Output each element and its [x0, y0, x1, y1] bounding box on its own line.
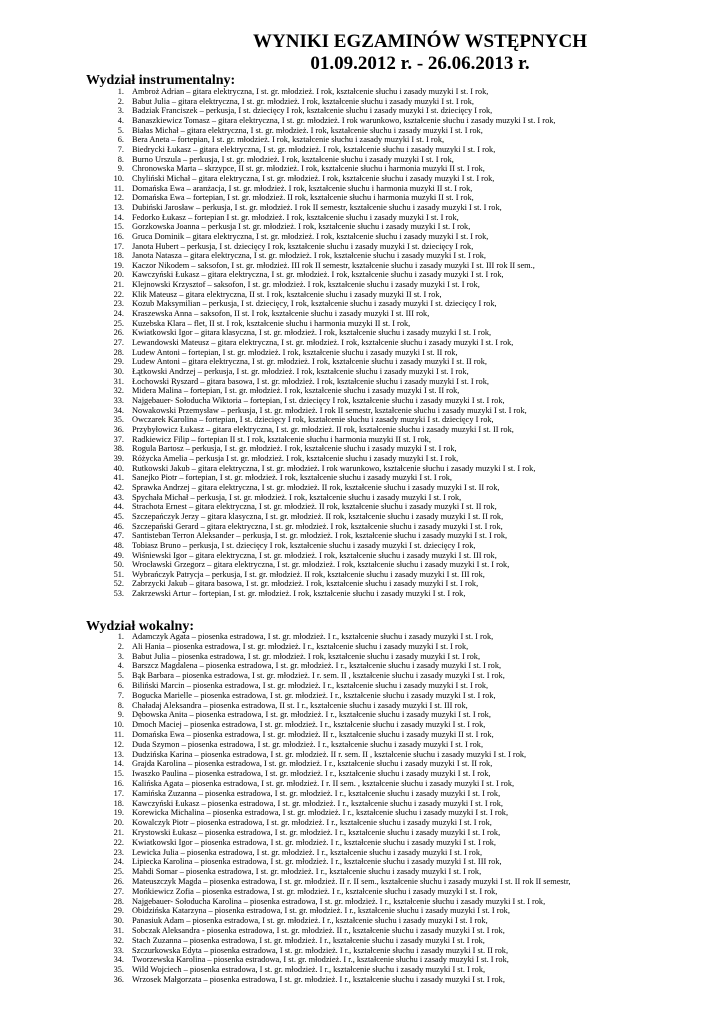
list-item	[0, 691, 724, 701]
title-line-2: 01.09.2012 r. - 26.06.2013 r.	[310, 53, 530, 74]
list-item-text: Gorzkowska Joanna – perkusja I st. gr. młodzież. I rok, kształcenie słuchu i zasady muzyki I st. I rok,	[132, 222, 471, 232]
list-item-text: Rutkowski Jakub – gitara elektryczna, I st. gr. młodzież. I rok warunkowo, kształcenie słuchu i zasady muzyki I st. I rok,	[132, 463, 536, 473]
list-item	[0, 348, 724, 358]
list-item-number: 40.	[113, 463, 124, 473]
list-item-text: Szczurkowska Edyta – piosenka estradowa, I st. gr. młodzież. I r., kształcenie słuchu i zasady muzyki I st. II rok,	[132, 945, 509, 955]
list-item-number: 26.	[113, 876, 124, 886]
list-item	[0, 877, 724, 887]
list-item	[0, 642, 724, 652]
list-item-number: 41.	[113, 473, 124, 483]
list-item-number: 21.	[113, 280, 124, 290]
list-item	[0, 116, 724, 126]
list-item	[0, 779, 724, 789]
list-item	[0, 512, 724, 522]
list-item-number: 45.	[113, 511, 124, 521]
list-item	[0, 769, 724, 779]
list-item-text: Spychała Michał – perkusja, I st. gr. młodzież. I rok, kształcenie słuchu i zasady muzyki I st. I rok,	[132, 492, 462, 502]
list-item-number: 29.	[113, 906, 124, 916]
list-item	[0, 710, 724, 720]
list-item	[0, 887, 724, 897]
list-item-number: 20.	[113, 818, 124, 828]
list-item	[0, 270, 724, 280]
list-item	[0, 97, 724, 107]
list-item-text: Gruca Dominik – gitara elektryczna, I st. gr. młodzież. I rok, kształcenie słuchu i zasady muzyki I st. I rok,	[132, 231, 489, 241]
list-item-text: Burno Urszula – perkusja, I st. gr. młodzież. I rok, kształcenie słuchu i zasady muzyki I st. I rok,	[132, 154, 454, 164]
list-item-number: 24.	[113, 309, 124, 319]
list-item-number: 11.	[113, 729, 124, 739]
list-item	[0, 261, 724, 271]
list-item-text: Bera Aneta – fortepian, I st. gr. młodzież. I rok, kształcenie słuchu i zasady muzyki I st. I rok,	[132, 135, 445, 145]
list-item-text: Obidzińska Katarzyna – piosenka estradowa, I st. gr. młodzież. I r., kształcenie słuchu i zasady muzyki I st. I rok,	[132, 906, 510, 916]
list-item-text: Domańska Ewa – fortepian, I st. gr. młodzież. II rok, kształcenie słuchu i harmonia muzyki II st. I rok,	[132, 193, 474, 203]
list-item	[0, 759, 724, 769]
list-item-text: Chaładaj Aleksandra – piosenka estradowa, II st. I r., kształcenie słuchu i zasady muzyki I st. III rok,	[132, 700, 468, 710]
list-item-text: Babut Julia – piosenka estradowa, I st. gr. młodzież. I rok, kształcenie słuchu i zasady muzyki I st. I rok,	[132, 651, 481, 661]
list-item	[0, 338, 724, 348]
list-item-text: Banaszkiewicz Tomasz – gitara elektryczna, I st. gr. młodzież. I rok warunkowo, kształcenie słuchu i zasady muzyki I st. I rok,	[132, 115, 556, 125]
list-item	[0, 280, 724, 290]
list-item-text: Janota Hubert – perkusja, I st. dziecięcy I rok, kształcenie słuchu i zasady muzyki I st. dziecięcy I rok,	[132, 241, 474, 251]
list-item	[0, 789, 724, 799]
list-item	[0, 464, 724, 474]
list-item	[0, 299, 724, 309]
list-item-text: Najgebauer- Sołoducha Wiktoria – fortepian, I st. dziecięcy I rok, kształcenie słuchu i zasady muzyki I st. I rok,	[132, 396, 505, 405]
list-item	[0, 701, 724, 711]
list-item-number: 36.	[113, 424, 124, 434]
list-item-text: Ludew Antoni – fortepian, I st. gr. młodzież. I rok, kształcenie słuchu i zasady muzyki I st. II rok,	[132, 347, 458, 357]
list-item	[0, 661, 724, 671]
list-item	[0, 965, 724, 975]
list-item	[0, 87, 724, 97]
list-item	[0, 936, 724, 946]
list-item	[0, 579, 724, 589]
list-item-text: Janota Natasza – gitara elektryczna, I st. gr. młodzież. I rok, kształcenie słuchu i zasady muzyki I st. I rok,	[132, 251, 487, 261]
document-title	[230, 31, 610, 75]
list-item-text: Lewandowski Mateusz – gitara elektryczna, I st. gr. młodzież. I rok, kształcenie słuchu i zasady muzyki I st. I rok,	[132, 338, 514, 348]
list-item-number: 28.	[113, 347, 124, 357]
list-item	[0, 135, 724, 145]
list-item-number: 16.	[113, 778, 124, 788]
list-item-text: Fedorko Łukasz – fortepian I st. gr. młodzież. I rok, kształcenie słuchu i zasady muzyki I st. I rok,	[132, 212, 459, 222]
list-item-text: Kaczor Nikodem – saksofon, I st. gr. młodzież. III rok II semestr, kształcenie słuchu i zasady muzyki I st. III rok II sem.,	[132, 260, 535, 270]
list-item-text: Wybrańczyk Patrycja – perkusja, I st. gr. młodzież. II rok, kształcenie słuchu i zasady muzyki I st. III rok,	[132, 569, 485, 579]
list-item	[0, 740, 724, 750]
list-item-text: Domańska Ewa – aranżacja, I st. gr. młodzież. I rok, kształcenie słuchu i harmonia muzyki II st. I rok,	[132, 183, 473, 193]
list-item	[0, 155, 724, 165]
list-item-text: Zabrzycki Jakub – gitara basowa, I st. gr. młodzież. I rok, kształcenie słuchu i zasady muzyki I st. I rok,	[132, 579, 479, 589]
list-item	[0, 493, 724, 503]
list-item	[0, 531, 724, 541]
list-item	[0, 290, 724, 300]
list-item-number: 13.	[113, 749, 124, 759]
list-item-number: 30.	[113, 367, 124, 377]
list-item-text: Krystowski Łukasz – piosenka estradowa, I st. gr. młodzież. I r., kształcenie słuchu i zasady muzyki I st. I rok,	[132, 827, 501, 837]
list-item-text: Łątkowski Andrzej – perkusja, I st. gr. młodzież. I rok, kształcenie słuchu i zasady muzyki I st. I rok,	[132, 367, 469, 377]
list-item-text: Owczarek Karolina – fortepian, I st. dziecięcy I rok, kształcenie słuchu i zasady muzyki I st. dziecięcy I rok,	[132, 415, 494, 425]
list-item	[0, 808, 724, 818]
list-item-number: 6.	[117, 135, 124, 145]
list-item	[0, 897, 724, 907]
list-item	[0, 164, 724, 174]
list-item-number: 12.	[113, 193, 124, 203]
list-item-text: Klik Mateusz – gitara elektryczna, II st. I rok, kształcenie słuchu i zasady muzyki II st. I rok,	[132, 289, 442, 299]
list-item-text: Mońkiewicz Zofia – piosenka estradowa, I st. gr. młodzież. I r., kształcenie słuchu i zasady muzyki I st. I rok,	[132, 886, 498, 896]
list-item-number: 46.	[113, 521, 124, 531]
list-item-number: 22.	[113, 837, 124, 847]
list-item-number: 2.	[117, 96, 124, 106]
list-item	[0, 632, 724, 642]
list-item-number: 9.	[117, 710, 124, 720]
list-item-number: 35.	[113, 965, 124, 975]
list-item-text: Stach Zuzanna – piosenka estradowa, I st. gr. młodzież. I r., kształcenie słuchu i zasady muzyki I st. I rok,	[132, 935, 485, 945]
list-item	[0, 473, 724, 483]
list-item	[0, 328, 724, 338]
list-item-text: Kawczyński Łukasz – gitara elektryczna, I st. gr. młodzież. I rok, kształcenie słuchu i zasady muzyki I st. I rok,	[132, 270, 504, 280]
list-item	[0, 570, 724, 580]
list-item	[0, 232, 724, 242]
list-item-text: Rogula Bartosz – perkusja, I st. gr. młodzież. I rok, kształcenie słuchu i zasady muzyki I st. I rok,	[132, 444, 457, 454]
list-item	[0, 377, 724, 387]
list-item-number: 14.	[113, 759, 124, 769]
list-item-text: Kwiatkowski Igor – piosenka estradowa, I st. gr. młodzież. I r., kształcenie słuchu i zasady muzyki I st. I rok,	[132, 837, 497, 847]
list-item	[0, 213, 724, 223]
list-item-text: Bąk Barbara – piosenka estradowa, I st. gr. młodzież. I r. sem. II , kształcenie słuchu i zasady muzyki I st. I rok,	[132, 671, 505, 681]
list-item-number: 33.	[113, 396, 124, 405]
list-item-text: Adamczyk Agata – piosenka estradowa, I st. gr. młodzież. I r., kształcenie słuchu i zasady muzyki I st. I rok,	[132, 632, 494, 641]
list-item-number: 2.	[117, 641, 124, 651]
list-item-number: 44.	[113, 502, 124, 512]
list-item	[0, 444, 724, 454]
list-item-text: Biliński Marcin – piosenka estradowa, I st. gr. młodzież. I r., kształcenie słuchu i zasady muzyki I st. I rok,	[132, 680, 489, 690]
list-item-number: 38.	[113, 444, 124, 454]
list-item	[0, 946, 724, 956]
list-item-number: 37.	[113, 434, 124, 444]
list-item-number: 6.	[117, 680, 124, 690]
list-item-text: Babut Julia – gitara elektryczna, I st. gr. młodzież. I rok, kształcenie słuchu i zasady muzyki I st. I rok,	[132, 96, 474, 106]
vocal-results-list	[0, 632, 724, 985]
list-item	[0, 319, 724, 329]
list-item-text: Tobiasz Bruno – perkusja, I st. dziecięcy I rok, kształcenie słuchu i zasady muzyki I st. dziecięcy I rok,	[132, 540, 476, 550]
list-item	[0, 126, 724, 136]
list-item-number: 15.	[113, 769, 124, 779]
list-item-number: 31.	[113, 925, 124, 935]
list-item-number: 47.	[113, 531, 124, 541]
list-item-number: 27.	[113, 886, 124, 896]
list-item-text: Kawczyński Łukasz – piosenka estradowa, I st. gr. młodzież. I r., kształcenie słuchu i zasady muzyki I st. I rok,	[132, 798, 503, 808]
list-item-text: Grajda Karolina – piosenka estradowa, I st. gr. młodzież. I r., kształcenie słuchu i zasady muzyki I st. II rok,	[132, 759, 493, 769]
list-item	[0, 906, 724, 916]
list-item	[0, 396, 724, 406]
list-item-text: Kalińska Agata – piosenka estradowa, I st. gr. młodzież. I r. II sem. , kształcenie słuchu i zasady muzyki I st. I rok,	[132, 778, 515, 788]
list-item-number: 53.	[113, 589, 124, 599]
list-item-number: 3.	[117, 106, 124, 116]
list-item	[0, 367, 724, 377]
list-item	[0, 203, 724, 213]
list-item-number: 36.	[113, 974, 124, 984]
list-item-number: 33.	[113, 945, 124, 955]
list-item	[0, 838, 724, 848]
list-item-number: 28.	[113, 896, 124, 906]
list-item-number: 12.	[113, 739, 124, 749]
list-item-number: 8.	[117, 154, 124, 164]
list-item	[0, 435, 724, 445]
list-item-text: Domańska Ewa – piosenka estradowa, I st. gr. młodzież. II r., kształcenie słuchu i zasady muzyki II st. I rok,	[132, 729, 494, 739]
list-item	[0, 799, 724, 809]
list-item-number: 17.	[113, 241, 124, 251]
list-item-text: Różycka Amelia – perkusja I st. gr. młodzież. I rok, kształcenie słuchu i zasady muzyki I st. I rok,	[132, 453, 459, 463]
list-item	[0, 828, 724, 838]
list-item	[0, 560, 724, 570]
list-item	[0, 106, 724, 116]
list-item-number: 49.	[113, 550, 124, 560]
list-item-text: Łochowski Ryszard – gitara basowa, I st. gr. młodzież. I rok, kształcenie słuchu i zasady muzyki I st. I rok,	[132, 376, 489, 386]
list-item	[0, 671, 724, 681]
list-item-text: Ambroż Adrian – gitara elektryczna, I st. gr. młodzież. I rok, kształcenie słuchu i zasady muzyki I st. I rok,	[132, 87, 489, 96]
list-item-number: 1.	[117, 632, 124, 641]
list-item-number: 17.	[113, 788, 124, 798]
list-item-number: 18.	[113, 251, 124, 261]
list-item-number: 10.	[113, 720, 124, 730]
list-item-number: 8.	[117, 700, 124, 710]
list-item-number: 32.	[113, 386, 124, 396]
list-item	[0, 541, 724, 551]
list-item-text: Ali Hania – piosenka estradowa, I st. gr. młodzież. I r., kształcenie słuchu i zasady muzyki I st. I rok,	[132, 641, 469, 651]
list-item	[0, 386, 724, 396]
list-item-number: 29.	[113, 357, 124, 367]
list-item	[0, 818, 724, 828]
list-item	[0, 750, 724, 760]
list-item-number: 20.	[113, 270, 124, 280]
list-item-number: 1.	[117, 87, 124, 96]
section-heading-vocal: Wydział wokalny:	[86, 619, 194, 634]
list-item-number: 19.	[113, 260, 124, 270]
list-item-number: 5.	[117, 671, 124, 681]
list-item	[0, 242, 724, 252]
list-item-text: Badziak Franciszek – perkusja, I st. dziecięcy I rok, kształcenie słuchu i zasady muzyki I st. dziecięcy I rok,	[132, 106, 493, 116]
title-line-1: WYNIKI EGZAMINÓW WSTĘPNYCH	[253, 31, 587, 52]
list-item-number: 26.	[113, 328, 124, 338]
list-item-number: 7.	[117, 690, 124, 700]
list-item-text: Wiśniewski Igor – gitara elektryczna, I st. gr. młodzież. I rok, kształcenie słuchu i zasady muzyki I st. III rok,	[132, 550, 497, 560]
list-item-number: 4.	[117, 115, 124, 125]
list-item	[0, 145, 724, 155]
list-item-text: Santisteban Terron Aleksander – perkusja, I st. gr. młodzież. I rok, kształcenie słuchu i zasady muzyki I st. I rok,	[132, 531, 508, 541]
list-item-text: Chronowska Marta – skrzypce, II st. gr. młodzież. I rok, kształcenie słuchu i harmonia muzyki II st. I rok,	[132, 164, 485, 174]
list-item-text: Kowalczyk Piotr – piosenka estradowa, I st. gr. młodzież. I r., kształcenie słuchu i zasady muzyki I st. I rok,	[132, 818, 492, 828]
list-item	[0, 857, 724, 867]
list-item-number: 39.	[113, 453, 124, 463]
list-item-number: 30.	[113, 916, 124, 926]
list-item-number: 23.	[113, 847, 124, 857]
list-item-text: Radkiewicz Filip – fortepian II st. I rok, kształcenie słuchu i harmonia muzyki II st. I rok,	[132, 434, 431, 444]
list-item	[0, 551, 724, 561]
list-item-text: Kwiatkowski Igor – gitara klasyczna, I st. gr. młodzież. I rok, kształcenie słuchu i zasady muzyki I st. I rok,	[132, 328, 492, 338]
list-item-text: Przybyłowicz Łukasz – gitara elektryczna, I st. gr. młodzież. II rok, kształcenie słuchu i zasady muzyki I st. II rok,	[132, 424, 514, 434]
list-item-number: 43.	[113, 492, 124, 502]
list-item-number: 7.	[117, 144, 124, 154]
list-item-text: Sprawka Andrzej – gitara elektryczna, I st. gr. młodzież. II rok, kształcenie słuchu i zasady muzyki I st. II rok,	[132, 482, 500, 492]
list-item-text: Najgebauer- Sołoducha Karolina – piosenka estradowa, I st. gr. młodzież. I r., kształcenie słuchu i zasady muzyki I st. I rok,	[132, 896, 546, 906]
list-item-number: 3.	[117, 651, 124, 661]
list-item-text: Sobczak Aleksandra - piosenka estradowa, I st. gr. młodzież. II r., kształcenie słuchu i zasady muzyki I st. I rok,	[132, 925, 505, 935]
list-item-text: Mahdi Somar – piosenka estradowa, I st. gr. młodzież. I r., kształcenie słuchu i zasady muzyki I st. I rok,	[132, 867, 482, 877]
list-item-text: Lipiecka Karolina – piosenka estradowa, I st. gr. młodzież. I r., kształcenie słuchu i zasady muzyki I st. III rok,	[132, 857, 502, 867]
list-item-text: Sanejko Piotr – fortepian, I st. gr. młodzież. I rok, kształcenie słuchu i zasady muzyki I st. I rok,	[132, 473, 452, 483]
list-item-text: Strachota Ernest – gitara elektryczna, I st. gr. młodzież. II rok, kształcenie słuchu i zasady muzyki I st. II rok,	[132, 502, 497, 512]
list-item-number: 32.	[113, 935, 124, 945]
list-item-number: 13.	[113, 202, 124, 212]
list-item-number: 22.	[113, 289, 124, 299]
list-item-text: Wrocławski Grzegorz – gitara elektryczna, I st. gr. młodzież. I rok, kształcenie słuchu i zasady muzyki I st. I rok,	[132, 560, 510, 570]
list-item	[0, 309, 724, 319]
list-item	[0, 681, 724, 691]
list-item-text: Lewicka Julia – piosenka estradowa, I st. gr. młodzież. I r., kształcenie słuchu i zasady muzyki I st. I rok,	[132, 847, 483, 857]
list-item-text: Dubiński Jarosław – perkusja, I st. gr. młodzież. I rok II semestr, kształcenie słuchu i zasady muzyki I st. I rok,	[132, 202, 502, 212]
list-item-text: Dębowska Anita – piosenka estradowa, I st. gr. młodzież. I r., kształcenie słuchu i zasady muzyki I st. I rok,	[132, 710, 491, 720]
list-item-text: Mateuszczyk Magda – piosenka estradowa, I st. gr. młodzież. II r. II sem., kształcenie słuchu i zasady muzyki I st. II rok II semestr,	[132, 876, 571, 886]
list-item-text: Korewicka Michalina – piosenka estradowa, I st. gr. młodzież. I r., kształcenie słuchu i zasady muzyki I st. I rok,	[132, 808, 509, 818]
list-item-text: Białas Michał – gitara elektryczna, I st. gr. młodzież. I rok, kształcenie słuchu i zasady muzyki I st. I rok,	[132, 125, 483, 135]
list-item-text: Wild Wojciech – piosenka estradowa, I st. gr. młodzież. I r., kształcenie słuchu i zasady muzyki I st. I rok,	[132, 965, 486, 975]
list-item-number: 25.	[113, 867, 124, 877]
list-item	[0, 730, 724, 740]
list-item-number: 23.	[113, 299, 124, 309]
list-item-text: Duda Szymon – piosenka estradowa, I st. gr. młodzież. I r., kształcenie słuchu i zasady muzyki I st. I rok,	[132, 739, 484, 749]
list-item-number: 51.	[113, 569, 124, 579]
list-item-number: 42.	[113, 482, 124, 492]
list-item-text: Barszcz Magdalena – piosenka estradowa, I st. gr. młodzież. I r., kształcenie słuchu i zasady muzyki I st. I rok,	[132, 661, 502, 671]
list-item-text: Szczepański Gerard – gitara elektryczna, I st. gr. młodzież. I rok, kształcenie słuchu i zasady muzyki I st. I rok,	[132, 521, 503, 531]
list-item-number: 34.	[113, 955, 124, 965]
list-item-text: Kuzebska Klara – flet, II st. I rok, kształcenie słuchu i harmonia muzyki II st. I rok,	[132, 318, 411, 328]
list-item-number: 21.	[113, 827, 124, 837]
list-item-number: 27.	[113, 338, 124, 348]
list-item-text: Tworzewska Karolina – piosenka estradowa, I st. gr. młodzież. I r., kształcenie słuchu i zasady muzyki I st. I rok,	[132, 955, 509, 965]
list-item-number: 35.	[113, 415, 124, 425]
list-item	[0, 184, 724, 194]
list-item-text: Panasiuk Adam – piosenka estradowa, I st. gr. młodzież. I r., kształcenie słuchu i zasady muzyki I st. I rok,	[132, 916, 488, 926]
list-item-number: 52.	[113, 579, 124, 589]
list-item-text: Dmoch Maciej – piosenka estradowa, I st. gr. młodzież. I r., kształcenie słuchu i zasady muzyki I st. I rok,	[132, 720, 486, 730]
list-item	[0, 720, 724, 730]
list-item-text: Chyliński Michał – gitara elektryczna, I st. gr. młodzież. I rok, kształcenie słuchu i zasady muzyki I st. I rok,	[132, 173, 495, 183]
list-item-number: 9.	[117, 164, 124, 174]
list-item-text: Bogucka Marielle – piosenka estradowa, I st. gr. młodzież. I r., kształcenie słuchu i zasady muzyki I st. I rok,	[132, 690, 496, 700]
list-item-number: 48.	[113, 540, 124, 550]
list-item	[0, 425, 724, 435]
list-item	[0, 955, 724, 965]
list-item	[0, 522, 724, 532]
list-item	[0, 454, 724, 464]
list-item-number: 15.	[113, 222, 124, 232]
list-item-number: 10.	[113, 173, 124, 183]
list-item-number: 5.	[117, 125, 124, 135]
list-item-text: Iwaszko Paulina – piosenka estradowa, I st. gr. młodzież. I r., kształcenie słuchu i zasady muzyki I st. I rok,	[132, 769, 491, 779]
list-item-number: 50.	[113, 560, 124, 570]
list-item-text: Midera Malina – fortepian, I st. gr. młodzież. I rok, kształcenie słuchu i zasady muzyki I st. II rok,	[132, 386, 460, 396]
list-item	[0, 174, 724, 184]
list-item	[0, 975, 724, 985]
list-item-text: Zakrzewski Artur – fortepian, I st. gr. młodzież. I rok, kształcenie słuchu i zasady muzyki I st. I rok,	[132, 589, 466, 599]
list-item-text: Kamińska Zuzanna – piosenka estradowa, I st. gr. młodzież. I r., kształcenie słuchu i zasady muzyki I st. I rok,	[132, 788, 501, 798]
list-item	[0, 357, 724, 367]
list-item	[0, 867, 724, 877]
list-item-text: Klejnowski Krzysztof – saksofon, I st. gr. młodzież. I rok, kształcenie słuchu i zasady muzyki I st. I rok,	[132, 280, 480, 290]
list-item	[0, 926, 724, 936]
list-item	[0, 415, 724, 425]
instrumental-results-list	[0, 87, 724, 599]
list-item-number: 11.	[113, 183, 124, 193]
list-item	[0, 652, 724, 662]
list-item-text: Kozub Maksymilian – perkusja, I st. dziecięcy, I rok, kształcenie słuchu i zasady muzyki I st. dziecięcy I rok,	[132, 299, 497, 309]
list-item-number: 4.	[117, 661, 124, 671]
list-item-text: Nowakowski Przemysław – perkusja, I st. gr. młodzież. I rok II semestr, kształcenie słuchu i zasady muzyki I st. I rok,	[132, 405, 527, 415]
list-item-number: 14.	[113, 212, 124, 222]
list-item-number: 25.	[113, 318, 124, 328]
list-item-text: Biedrycki Łukasz – gitara elektryczna, I st. gr. młodzież. I rok, kształcenie słuchu i zasady muzyki I st. I rok,	[132, 144, 496, 154]
list-item-text: Szczepańczyk Jerzy – gitara klasyczna, I st. gr. młodzież. II rok, kształcenie słuchu i zasady muzyki I st. II rok,	[132, 511, 504, 521]
list-item-number: 19.	[113, 808, 124, 818]
list-item	[0, 483, 724, 493]
list-item-number: 34.	[113, 405, 124, 415]
list-item-text: Kraszewska Anna – saksofon, II st. I rok, kształcenie słuchu i zasady muzyki I st. III rok,	[132, 309, 430, 319]
list-item	[0, 193, 724, 203]
list-item-number: 16.	[113, 231, 124, 241]
list-item	[0, 406, 724, 416]
list-item-text: Wrzosek Małgorzata – piosenka estradowa, I st. gr. młodzież. I r., kształcenie słuchu i zasady muzyki I st. I rok,	[132, 974, 505, 984]
list-item-text: Ludew Antoni – gitara elektryczna, I st. gr. młodzież. I rok, kształcenie słuchu i zasady muzyki I st. II rok,	[132, 357, 487, 367]
list-item-number: 24.	[113, 857, 124, 867]
list-item	[0, 916, 724, 926]
list-item	[0, 251, 724, 261]
list-item	[0, 502, 724, 512]
list-item	[0, 589, 724, 599]
list-item-text: Dudzińska Karina – piosenka estradowa, I st. gr. młodzież. II r. sem. II , kształcenie słuchu i zasady muzyki I st. I rok,	[132, 749, 527, 759]
list-item	[0, 222, 724, 232]
list-item-number: 18.	[113, 798, 124, 808]
list-item	[0, 848, 724, 858]
list-item-number: 31.	[113, 376, 124, 386]
section-heading-instrumental: Wydział instrumentalny:	[86, 73, 236, 88]
